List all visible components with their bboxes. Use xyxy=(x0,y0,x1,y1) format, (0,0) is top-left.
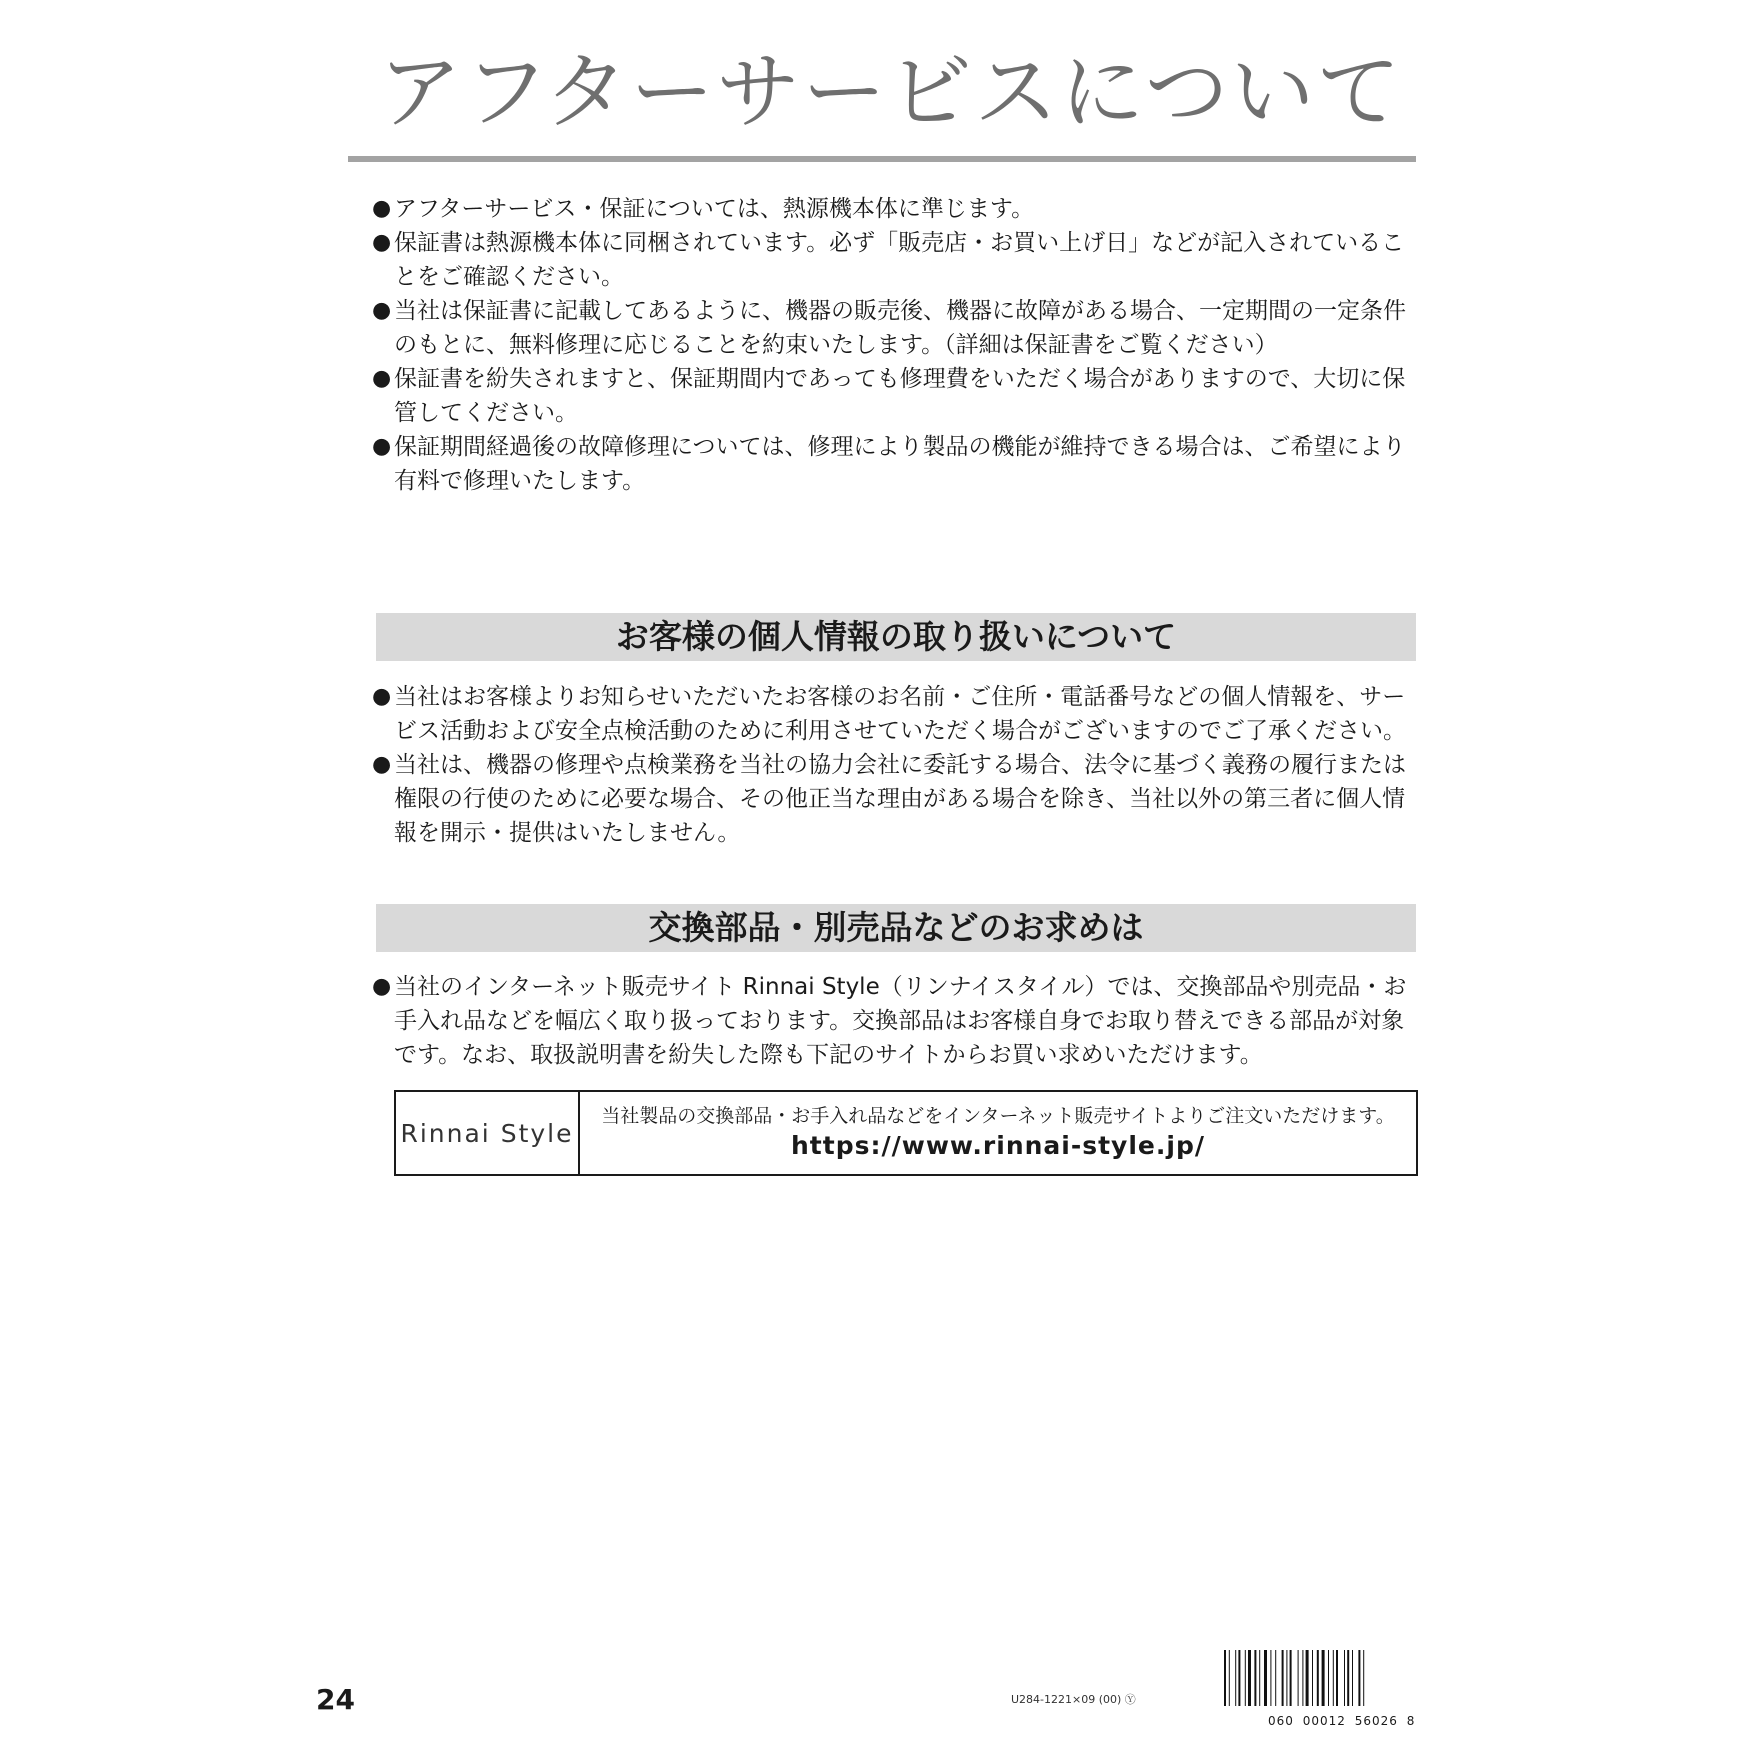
privacy-section-heading: お客様の個人情報の取り扱いについて xyxy=(376,613,1416,661)
parts-section-heading: 交換部品・別売品などのお求めは xyxy=(376,904,1416,952)
rinnai-style-description: 当社製品の交換部品・お手入れ品などをインターネット販売サイトよりご注文いただけます。 xyxy=(601,1105,1395,1127)
list-item xyxy=(372,430,1418,498)
rinnai-style-logo: Rinnai Style xyxy=(396,1092,580,1174)
after-service-list xyxy=(372,192,1418,498)
page-number: 24 xyxy=(316,1683,355,1716)
privacy-list xyxy=(372,680,1418,850)
rinnai-style-box xyxy=(394,1090,1418,1176)
list-item-text: 保証書を紛失されますと、保証期間内であっても修理費をいただく場合がありますので、大切に保管してください。 xyxy=(394,366,1406,426)
bullet-icon: ● xyxy=(372,298,392,323)
rinnai-style-url-link[interactable]: https://www.rinnai-style.jp/ xyxy=(791,1131,1205,1160)
list-item-text: 当社のインターネット販売サイト Rinnai Style（リンナイスタイル）では、交換部品や別売品・お手入れ品などを幅広く取り扱っております。交換部品はお客様自身でお取り替えできる部品が対象です。なお、取扱説明書を紛失した際も下記のサイトからお買い求めいただけます。 xyxy=(394,974,1407,1068)
document-code: U284-1221×09 (00) Ⓨ xyxy=(1011,1693,1136,1706)
bullet-icon: ● xyxy=(372,230,392,255)
parts-list xyxy=(372,970,1418,1072)
bullet-icon: ● xyxy=(372,434,392,459)
list-item xyxy=(372,748,1418,850)
rinnai-style-info xyxy=(580,1092,1416,1174)
bullet-icon: ● xyxy=(372,752,392,777)
list-item-text: 当社は保証書に記載してあるように、機器の販売後、機器に故障がある場合、一定期間の一定条件のもとに、無料修理に応じることを約束いたします。（詳細は保証書をご覧ください） xyxy=(394,298,1406,358)
page-title: アフターサービスについて xyxy=(378,43,1403,141)
list-item-text: 保証期間経過後の故障修理については、修理により製品の機能が維持できる場合は、ご希望により有料で修理いたします。 xyxy=(394,434,1406,494)
list-item xyxy=(372,192,1418,226)
list-item xyxy=(372,970,1418,1072)
bullet-icon: ● xyxy=(372,196,392,221)
list-item-text: アフターサービス・保証については、熱源機本体に準じます。 xyxy=(394,196,1035,222)
bullet-icon: ● xyxy=(372,684,392,709)
list-item xyxy=(372,294,1418,362)
list-item xyxy=(372,680,1418,748)
title-underline xyxy=(348,156,1416,162)
list-item xyxy=(372,362,1418,430)
bullet-icon: ● xyxy=(372,366,392,391)
barcode-icon xyxy=(1224,1650,1440,1706)
list-item xyxy=(372,226,1418,294)
list-item-text: 保証書は熱源機本体に同梱されています。必ず「販売店・お買い上げ日」などが記入されていることをご確認ください。 xyxy=(394,230,1405,290)
list-item-text: 当社は、機器の修理や点検業務を当社の協力会社に委託する場合、法令に基づく義務の履行または権限の行使のために必要な場合、その他正当な理由がある場合を除き、当社以外の第三者に個人情報を開示・提供はいたしません。 xyxy=(394,752,1406,846)
barcode-number: 060 00012 56026 8 xyxy=(1268,1714,1416,1728)
bullet-icon: ● xyxy=(372,974,392,999)
list-item-text: 当社はお客様よりお知らせいただいたお客様のお名前・ご住所・電話番号などの個人情報を、サービス活動および安全点検活動のために利用させていただく場合がございますのでご了承ください。 xyxy=(394,684,1406,744)
